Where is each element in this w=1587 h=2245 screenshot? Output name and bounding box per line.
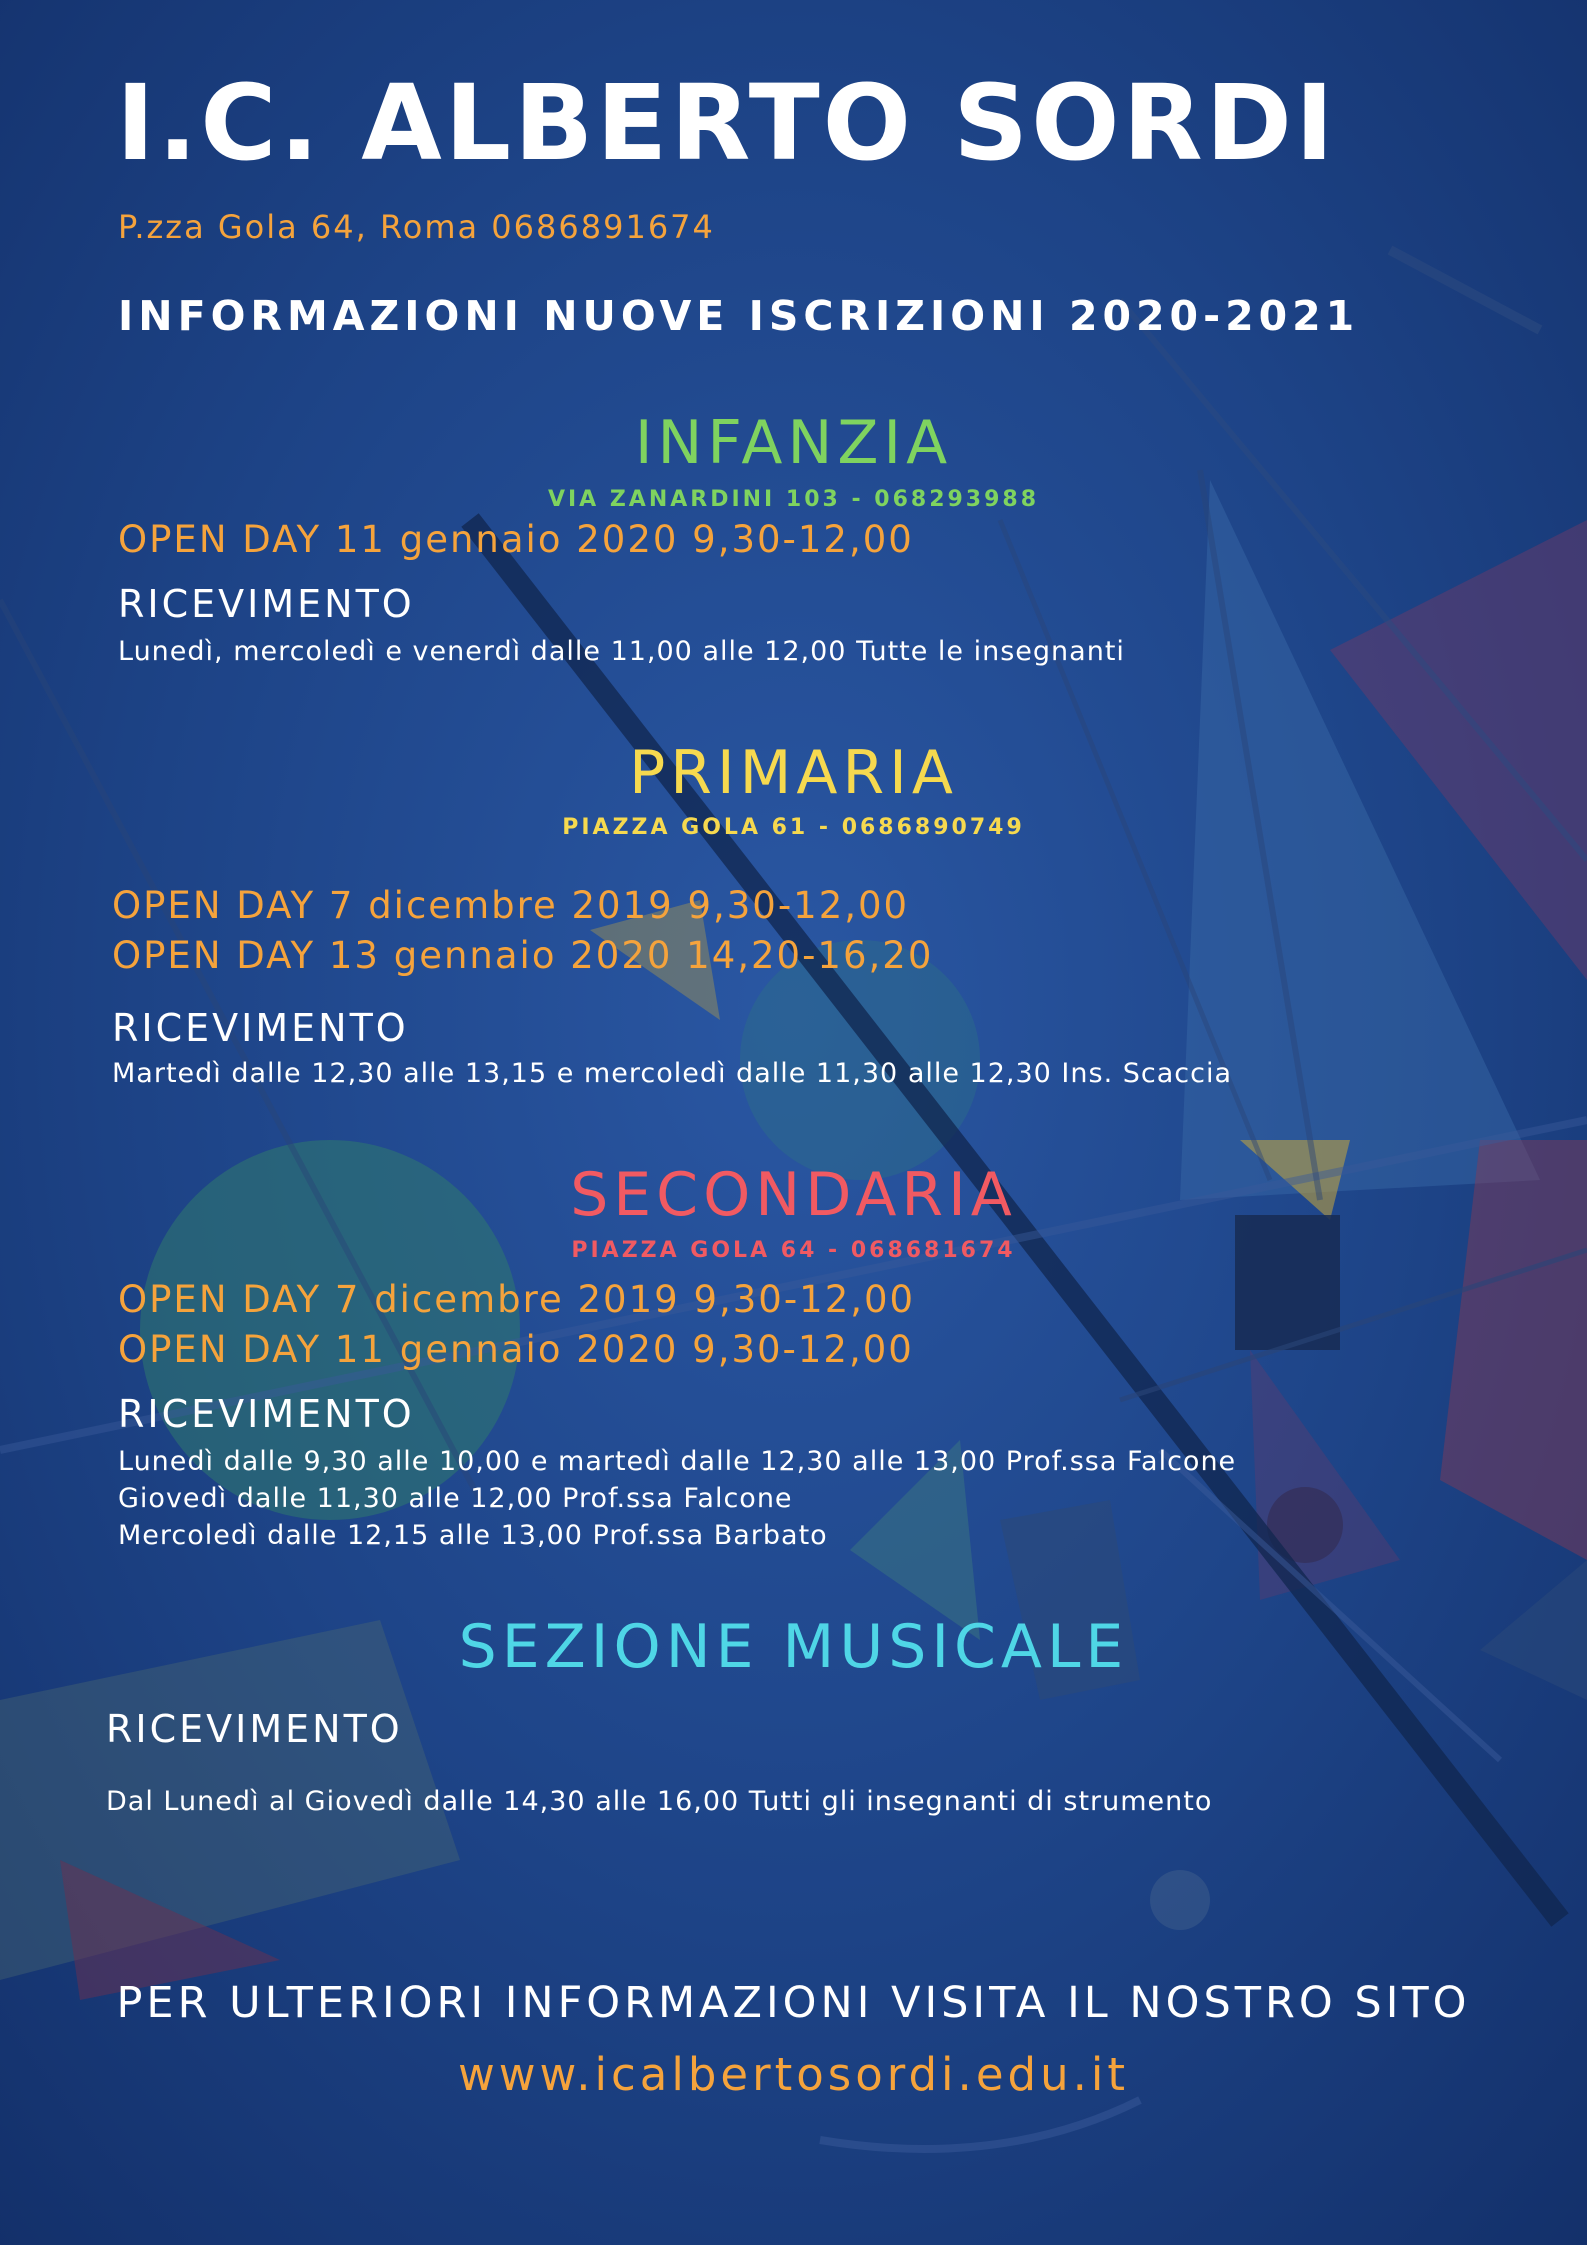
primaria-address: PIAZZA GOLA 61 - 0686890749 xyxy=(562,815,1025,840)
secondaria-open-day-2: OPEN DAY 11 gennaio 2020 9,30-12,00 xyxy=(118,1328,914,1371)
primaria-open-day-2: OPEN DAY 13 gennaio 2020 14,20-16,20 xyxy=(112,934,934,977)
primaria-open-day-1: OPEN DAY 7 dicembre 2019 9,30-12,00 xyxy=(112,884,910,927)
secondaria-ricevimento-label: RICEVIMENTO xyxy=(118,1392,415,1436)
primaria-ricevimento-label: RICEVIMENTO xyxy=(112,1006,409,1050)
secondaria-ricevimento-line-2: Giovedì dalle 11,30 alle 12,00 Prof.ssa Falcone xyxy=(118,1483,793,1514)
musicale-ricevimento-line: Dal Lunedì al Giovedì dalle 14,30 alle 16,00 Tutti gli insegnanti di strumento xyxy=(106,1786,1213,1817)
infanzia-open-day: OPEN DAY 11 gennaio 2020 9,30-12,00 xyxy=(118,518,914,561)
primaria-ricevimento-line: Martedì dalle 12,30 alle 13,15 e mercoledì dalle 11,30 alle 12,30 Ins. Scaccia xyxy=(112,1058,1233,1089)
secondaria-title: SECONDARIA xyxy=(570,1160,1017,1230)
musicale-ricevimento-label: RICEVIMENTO xyxy=(106,1707,403,1751)
secondaria-address: PIAZZA GOLA 64 - 068681674 xyxy=(571,1238,1016,1263)
school-title: I.C. ALBERTO SORDI xyxy=(116,62,1337,184)
secondaria-open-day-1: OPEN DAY 7 dicembre 2019 9,30-12,00 xyxy=(118,1278,916,1321)
school-address: P.zza Gola 64, Roma 0686891674 xyxy=(118,208,715,246)
musicale-title: SEZIONE MUSICALE xyxy=(458,1612,1129,1682)
enrollment-subtitle: INFORMAZIONI NUOVE ISCRIZIONI 2020-2021 xyxy=(118,292,1360,340)
infanzia-title: INFANZIA xyxy=(634,408,953,478)
infanzia-ricevimento-label: RICEVIMENTO xyxy=(118,582,415,626)
primaria-title: PRIMARIA xyxy=(629,738,958,808)
footer-info-text: PER ULTERIORI INFORMAZIONI VISITA IL NOSTRO SITO xyxy=(116,1978,1471,2028)
secondaria-ricevimento-line-1: Lunedì dalle 9,30 alle 10,00 e martedì dalle 12,30 alle 13,00 Prof.ssa Falcone xyxy=(118,1446,1237,1477)
infanzia-address: VIA ZANARDINI 103 - 068293988 xyxy=(547,487,1040,512)
infanzia-ricevimento-line: Lunedì, mercoledì e venerdì dalle 11,00 alle 12,00 Tutte le insegnanti xyxy=(118,636,1125,667)
website-link[interactable]: www.icalbertosordi.edu.it xyxy=(457,2048,1130,2101)
secondaria-ricevimento-line-3: Mercoledì dalle 12,15 alle 13,00 Prof.ssa Barbato xyxy=(118,1520,828,1551)
